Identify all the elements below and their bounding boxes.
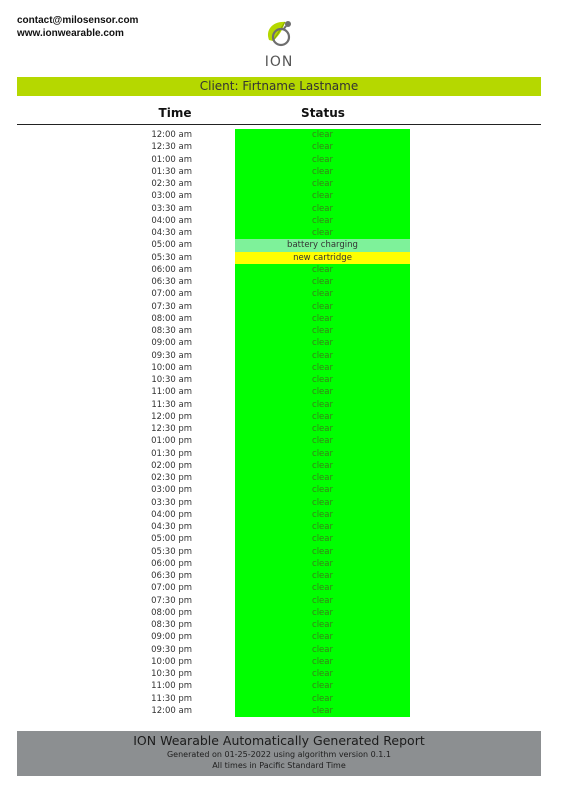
table-row [0, 288, 571, 300]
row-status: clear [235, 276, 410, 288]
row-time: 09:00 am [151, 338, 192, 349]
table-row [0, 460, 571, 472]
row-status: clear [235, 203, 410, 215]
table-row [0, 423, 571, 435]
table-row [0, 350, 571, 362]
table-row [0, 301, 571, 313]
row-status: clear [235, 619, 410, 631]
table-row [0, 693, 571, 705]
row-time: 12:00 am [151, 130, 192, 140]
row-time: 12:30 pm [151, 424, 192, 434]
logo-text: ION [264, 54, 294, 70]
row-time: 03:00 pm [151, 485, 192, 496]
table-row [0, 644, 571, 656]
row-status: clear [235, 546, 410, 558]
table-row [0, 546, 571, 558]
row-status: clear [235, 227, 410, 239]
row-time: 02:30 pm [151, 473, 192, 483]
table-row [0, 558, 571, 570]
table-row [0, 656, 571, 668]
row-status: clear [235, 337, 410, 349]
row-status: clear [235, 435, 410, 447]
table-row [0, 607, 571, 619]
row-time: 12:30 am [151, 142, 192, 153]
row-status: clear [235, 668, 410, 680]
row-status: clear [235, 644, 410, 656]
table-row [0, 484, 571, 496]
row-status: clear [235, 631, 410, 643]
table-row [0, 264, 571, 276]
table-row [0, 190, 571, 202]
table-row [0, 166, 571, 178]
row-time: 04:00 pm [151, 509, 192, 520]
row-status: clear [235, 533, 410, 545]
table-row [0, 448, 571, 460]
row-time: 02:30 am [151, 179, 192, 189]
table-row [0, 595, 571, 607]
row-time: 05:30 am [151, 252, 192, 263]
row-status: clear [235, 460, 410, 472]
row-time: 02:00 pm [151, 460, 192, 471]
table-row [0, 276, 571, 288]
row-time: 01:30 pm [151, 448, 192, 459]
row-time: 07:00 am [151, 289, 192, 300]
row-status: clear [235, 509, 410, 521]
row-status: clear [235, 448, 410, 460]
table-row [0, 631, 571, 643]
row-status: clear [235, 497, 410, 509]
table-row [0, 668, 571, 680]
row-time: 06:00 am [151, 264, 192, 275]
table-row [0, 227, 571, 239]
row-status: clear [235, 374, 410, 386]
row-time: 12:00 am [151, 705, 192, 716]
row-status: clear [235, 607, 410, 619]
row-status: clear [235, 386, 410, 398]
footer-generated: Generated on 01-25-2022 using algorithm version 0.1.1 [166, 750, 392, 759]
row-time: 06:00 pm [151, 558, 192, 569]
row-status: clear [235, 190, 410, 202]
row-time: 09:30 am [151, 350, 192, 361]
table-row [0, 619, 571, 631]
table-row [0, 411, 571, 423]
ion-leaf-logo-icon [263, 18, 295, 52]
table-row [0, 399, 571, 411]
row-status: clear [235, 350, 410, 362]
table-row [0, 178, 571, 190]
report-footer [17, 731, 541, 776]
table-row [0, 472, 571, 484]
row-status: clear [235, 595, 410, 607]
row-status: new cartridge [235, 252, 410, 264]
table-row [0, 374, 571, 386]
table-row [0, 435, 571, 447]
status-column-header: Status [301, 106, 345, 120]
row-time: 08:00 pm [151, 607, 192, 618]
row-status: clear [235, 423, 410, 435]
row-status: clear [235, 166, 410, 178]
row-time: 03:30 am [151, 203, 192, 214]
row-time: 03:30 pm [151, 497, 192, 508]
table-row [0, 509, 571, 521]
row-status: clear [235, 264, 410, 276]
table-row [0, 337, 571, 349]
row-time: 11:00 am [151, 387, 192, 398]
row-status: clear [235, 570, 410, 582]
row-time: 08:00 am [151, 313, 192, 324]
table-row [0, 154, 571, 166]
row-time: 10:00 am [151, 362, 192, 373]
row-time: 05:00 am [151, 240, 192, 251]
client-name-bar: Client: Firtname Lastname [17, 77, 541, 96]
table-row [0, 497, 571, 509]
row-time: 10:30 pm [151, 669, 192, 679]
row-status: battery charging [235, 239, 410, 251]
row-status: clear [235, 656, 410, 668]
row-time: 01:00 am [151, 154, 192, 165]
table-row [0, 362, 571, 374]
row-status: clear [235, 472, 410, 484]
table-row [0, 141, 571, 153]
row-status: clear [235, 484, 410, 496]
footer-title: ION Wearable Automatically Generated Report [133, 733, 425, 748]
contact-website: www.ionwearable.com [17, 28, 124, 39]
ion-logo [258, 18, 300, 74]
table-row [0, 129, 571, 141]
row-status: clear [235, 693, 410, 705]
row-status: clear [235, 399, 410, 411]
row-time: 03:00 am [151, 191, 192, 202]
table-row [0, 239, 571, 251]
row-status: clear [235, 141, 410, 153]
row-status: clear [235, 215, 410, 227]
row-time: 08:30 am [151, 326, 192, 336]
row-time: 01:30 am [151, 166, 192, 177]
row-time: 10:00 pm [151, 656, 192, 667]
table-row [0, 533, 571, 545]
row-status: clear [235, 362, 410, 374]
table-row [0, 582, 571, 594]
row-status: clear [235, 313, 410, 325]
row-time: 07:30 am [151, 301, 192, 312]
table-row [0, 313, 571, 325]
row-time: 06:30 am [151, 277, 192, 287]
table-row [0, 386, 571, 398]
table-row [0, 215, 571, 227]
footer-timezone: All times in Pacific Standard Time [212, 761, 346, 770]
row-time: 08:30 pm [151, 620, 192, 630]
table-header [17, 104, 541, 125]
row-time: 09:00 pm [151, 632, 192, 643]
row-time: 11:30 am [151, 399, 192, 410]
time-column-header: Time [158, 106, 192, 120]
row-status: clear [235, 411, 410, 423]
row-status: clear [235, 154, 410, 166]
table-row [0, 325, 571, 337]
row-time: 09:30 pm [151, 644, 192, 655]
row-status: clear [235, 521, 410, 533]
row-time: 11:00 pm [151, 681, 192, 692]
row-status: clear [235, 705, 410, 717]
row-time: 07:30 pm [151, 595, 192, 606]
row-time: 04:30 pm [151, 522, 192, 532]
row-status: clear [235, 558, 410, 570]
table-row [0, 705, 571, 717]
row-time: 11:30 pm [151, 693, 192, 704]
row-time: 10:30 am [151, 375, 192, 385]
contact-email: contact@milosensor.com [17, 15, 139, 26]
row-status: clear [235, 301, 410, 313]
row-time: 12:00 pm [151, 411, 192, 422]
table-row [0, 570, 571, 582]
contact-block [17, 14, 138, 40]
status-table [0, 129, 571, 717]
row-time: 05:30 pm [151, 546, 192, 557]
row-time: 04:00 am [151, 215, 192, 226]
row-status: clear [235, 178, 410, 190]
row-time: 06:30 pm [151, 571, 192, 581]
row-status: clear [235, 680, 410, 692]
table-row [0, 521, 571, 533]
row-status: clear [235, 288, 410, 300]
table-row [0, 203, 571, 215]
row-time: 07:00 pm [151, 583, 192, 594]
table-row [0, 252, 571, 264]
row-status: clear [235, 582, 410, 594]
table-row [0, 680, 571, 692]
row-time: 04:30 am [151, 228, 192, 238]
row-time: 01:00 pm [151, 436, 192, 447]
row-time: 05:00 pm [151, 534, 192, 545]
row-status: clear [235, 325, 410, 337]
row-status: clear [235, 129, 410, 141]
